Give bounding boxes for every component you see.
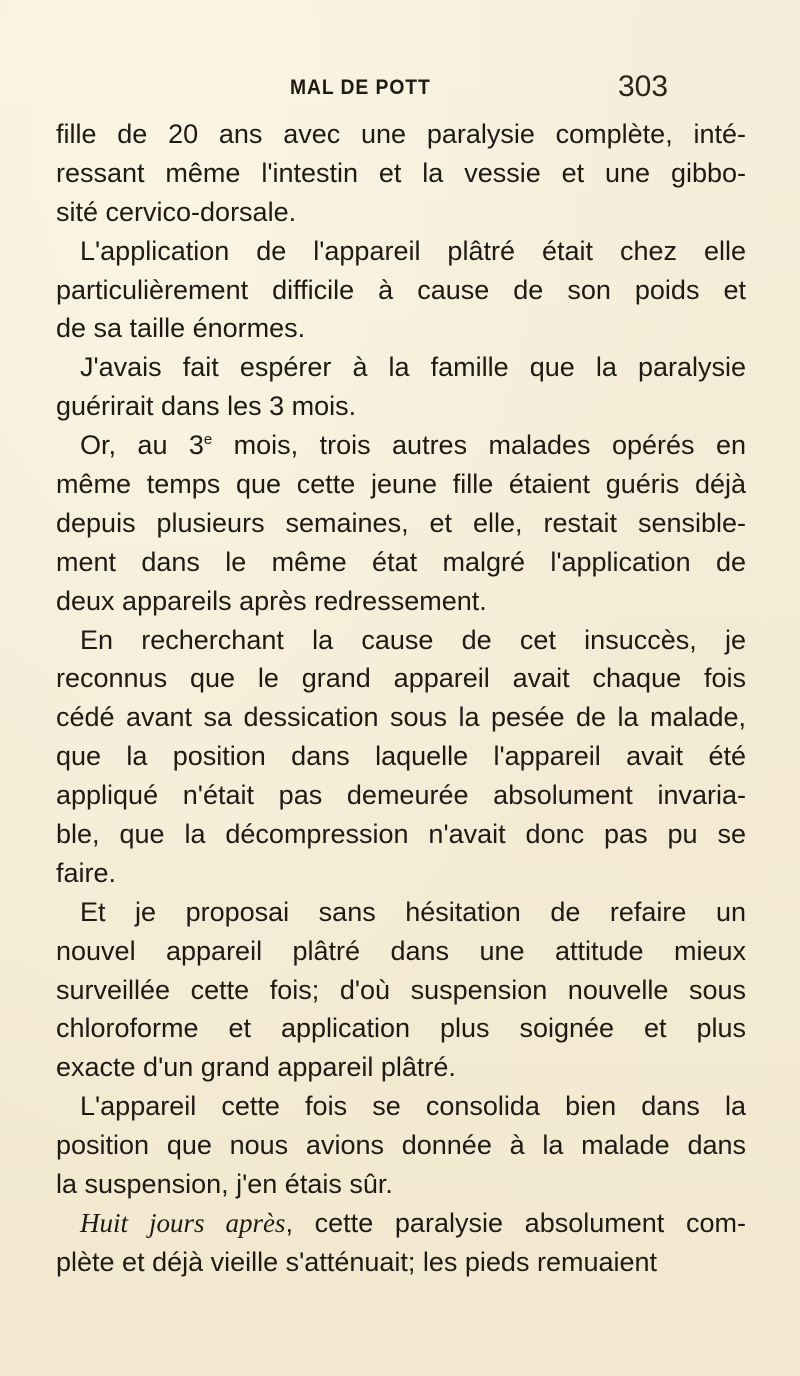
text-line: ble, que la décompression n'avait donc pas pu se [56, 819, 746, 850]
running-head: MAL DE POTT [290, 76, 431, 99]
text-line: En recherchant la cause de cet insuccès, je [80, 624, 746, 655]
text-line: faire. [56, 857, 117, 888]
text-line: plète et déjà vieille s'atténuait; les pieds remuaient [56, 1246, 658, 1277]
body-text [56, 115, 746, 1282]
text-line: ressant même l'intestin et la vessie et une gibbo- [56, 157, 746, 188]
text-line: surveillée cette fois; d'où suspension nouvelle sous [56, 974, 746, 1005]
text-line: de sa taille énormes. [56, 313, 306, 344]
text-line: L'appareil cette fois se consolida bien dans la [80, 1091, 746, 1122]
text-line [56, 1204, 746, 1243]
text-fragment: mois, trois autres malades opérés en [212, 430, 746, 461]
text-line [56, 426, 746, 465]
text-line: guérirait dans les 3 mois. [56, 391, 357, 422]
italic-phrase: Huit jours après [80, 1207, 286, 1238]
text-line: L'application de l'appareil plâtré était chez elle [80, 235, 746, 266]
superscript: e [203, 431, 213, 449]
text-line: exacte d'un grand appareil plâtré. [56, 1052, 456, 1083]
text-line: position que nous avions donnée à la malade dans [56, 1130, 746, 1161]
text-line: cédé avant sa dessication sous la pesée de la malade, [56, 702, 746, 733]
text-line: nouvel appareil plâtré dans une attitude mieux [56, 935, 746, 966]
text-line: sité cervico-dorsale. [56, 196, 297, 227]
text-line: deux appareils après redressement. [56, 585, 487, 616]
text-line: appliqué n'était pas demeurée absolument invaria- [56, 780, 746, 811]
text-line: fille de 20 ans avec une paralysie complète, inté- [56, 119, 746, 149]
text-line: ment dans le même état malgré l'application de [56, 546, 746, 577]
text-line: depuis plusieurs semaines, et elle, restait sensible- [56, 507, 746, 538]
text-line: la suspension, j'en étais sûr. [56, 1169, 393, 1200]
text-line: Et je proposai sans hésitation de refaire un [80, 896, 746, 927]
text-line: même temps que cette jeune fille étaient guéris déjà [56, 469, 746, 500]
text-line: reconnus que le grand appareil avait chaque fois [56, 663, 746, 694]
page-header [0, 70, 800, 110]
text-line: J'avais fait espérer à la famille que la paralysie [80, 352, 746, 383]
text-line: particulièrement difficile à cause de son poids et [56, 274, 746, 305]
text-line: chloroforme et application plus soignée et plus [56, 1013, 746, 1044]
text-line: que la position dans laquelle l'appareil avait été [56, 741, 746, 772]
text-fragment: Or, au 3 [80, 430, 204, 461]
text-fragment: , cette paralysie absolument com- [285, 1207, 746, 1238]
page-number: 303 [618, 70, 669, 103]
